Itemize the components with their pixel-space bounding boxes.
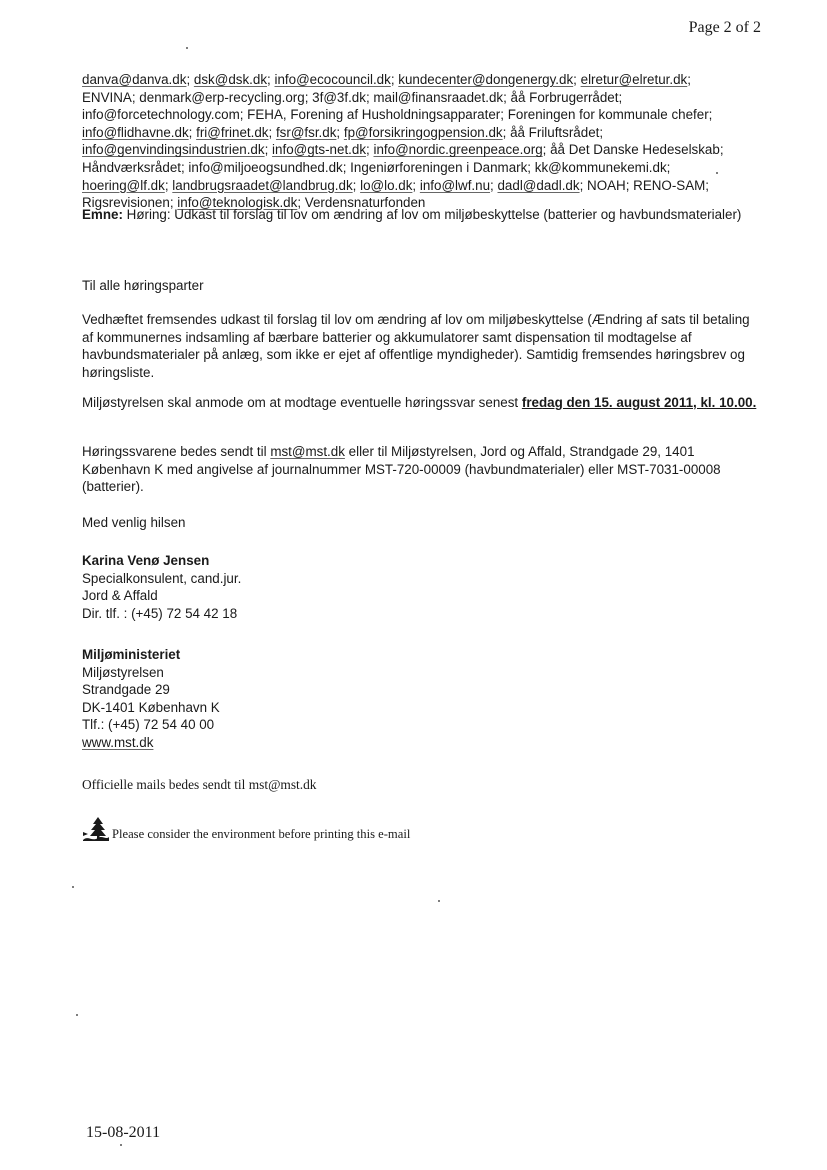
signature [82, 552, 772, 622]
recipient-line-8: Rigsrevisionen; info@teknologisk.dk; Verdensnaturfonden [82, 195, 426, 211]
email-subject [82, 206, 762, 224]
scan-speck [716, 172, 718, 174]
recipient-line-6: Håndværksrådet; info@miljoeogsundhed.dk; Ingeniørforeningen i Danmark; kk@kommunekemi.dk; [82, 159, 671, 175]
recipient-line-7: hoering@lf.dk; landbrugsraadet@landbrug.dk; lo@lo.dk; info@lwf.nu; dadl@dadl.dk; NOAH; RENO-SAM; [82, 177, 710, 193]
scan-speck [120, 1144, 122, 1146]
email-link[interactable]: landbrugsraadet@landbrug.dk [172, 177, 353, 193]
email-link[interactable]: info@teknologisk.dk [177, 195, 298, 211]
body-paragraph-1: Vedhæftet fremsendes udkast til forslag til lov om ændring af lov om miljøbeskyttelse (Ændring af sats til betaling af kommunernes indsamling af bærbare batterier og akkumulatorer samt dispensation til modtagelse af havbundsmaterialer på anlæg, som ikke er ejet af offentlige myndigheder). Samtidig fremsendes høringsbrev og høringsliste. [82, 312, 750, 380]
street-address: Strandgade 29 [82, 682, 170, 698]
subject-text: Høring: Udkast til forslag til lov om ændring af lov om miljøbeskyttelse (batterier og havbundsmaterialer) [122, 207, 742, 222]
official-mail-notice: Officielle mails bedes sendt til mst@mst.dk [82, 777, 317, 792]
body-paragraph-2: Miljøstyrelsen skal anmode om at modtage eventuelle høringssvar senest fredag den 15. august 2011, kl. 10.00. [82, 395, 757, 410]
email-link[interactable]: info@nordic.greenpeace.org [373, 142, 543, 158]
email-link[interactable]: fsr@fsr.dk [275, 124, 337, 140]
tree-icon [82, 816, 110, 842]
signature-title: Specialkonsulent, cand.jur. [82, 570, 242, 586]
greeting: Til alle høringsparter [82, 278, 204, 293]
email-link[interactable]: mst@mst.dk [270, 444, 345, 459]
scan-speck [186, 47, 188, 49]
page-number: Page 2 of 2 [688, 19, 761, 36]
closing: Med venlig hilsen [82, 515, 186, 530]
email-link[interactable]: danva@danva.dk [82, 72, 187, 87]
recipient-list [82, 71, 782, 212]
agency-name: Miljøstyrelsen [82, 664, 164, 680]
email-link[interactable]: elretur@elretur.dk [580, 72, 688, 87]
environment-text: Please consider the environment before printing this e-mail [112, 827, 411, 841]
recipient-line-2: ENVINA; denmark@erp-recycling.org; 3f@3f.dk; mail@finansraadet.dk; åå Forbrugerrådet; [82, 89, 623, 105]
email-link[interactable]: dsk@dsk.dk [193, 72, 268, 87]
email-link[interactable]: info@flidhavne.dk [82, 124, 189, 140]
scan-speck [76, 1014, 78, 1016]
deadline-text: fredag den 15. august 2011, kl. 10.00. [521, 395, 757, 410]
email-link[interactable]: dadl@dadl.dk [497, 177, 580, 193]
body-paragraph-3: Høringssvarene bedes sendt til mst@mst.dk eller til Miljøstyrelsen, Jord og Affald, Strandgade 29, 1401 København K med angivelse af journalnummer MST-720-00009 (havbundmaterialer) eller MST-7031-00008 (batterier). [82, 444, 721, 495]
email-link[interactable]: fri@frinet.dk [196, 124, 269, 140]
email-link[interactable]: lo@lo.dk [360, 177, 413, 193]
footer-date: 15-08-2011 [86, 1124, 161, 1141]
signature-department: Jord & Affald [82, 588, 158, 604]
email-link[interactable]: info@lwf.nu [419, 177, 491, 193]
city-address: DK-1401 København K [82, 699, 220, 715]
signature-name: Karina Venø Jensen [82, 553, 210, 568]
website-link[interactable]: www.mst.dk [82, 734, 154, 750]
email-link[interactable]: info@ecocouncil.dk [274, 72, 391, 87]
email-link[interactable]: info@genvindingsindustrien.dk [82, 142, 265, 158]
recipient-line-4: info@flidhavne.dk; fri@frinet.dk; fsr@fsr.dk; fp@forsikringogpension.dk; åå Friluftsrådet; [82, 124, 604, 140]
email-link[interactable]: hoering@lf.dk [82, 177, 165, 193]
email-link[interactable]: kundecenter@dongenergy.dk [398, 72, 574, 87]
ministry-name: Miljøministeriet [82, 647, 181, 662]
organization-block [82, 646, 772, 752]
recipient-line-3: info@forcetechnology.com; FEHA, Forening af Husholdningsapparater; Foreningen for kommunale chefer; [82, 107, 713, 123]
scan-speck [72, 886, 74, 888]
org-phone: Tlf.: (+45) 72 54 40 00 [82, 717, 215, 733]
scan-speck [438, 900, 440, 902]
recipient-line-5: info@genvindingsindustrien.dk; info@gts-net.dk; info@nordic.greenpeace.org; åå Det Danske Hedeselskab; [82, 142, 724, 158]
recipient-line-1: danva@danva.dk; dsk@dsk.dk; info@ecocouncil.dk; kundecenter@dongenergy.dk; elretur@elretur.dk; [82, 72, 691, 87]
subject-label: Emne: [82, 207, 123, 222]
email-link[interactable]: fp@forsikringogpension.dk [343, 124, 503, 140]
signature-phone: Dir. tlf. : (+45) 72 54 42 18 [82, 605, 238, 621]
environment-notice [82, 816, 410, 842]
email-link[interactable]: info@gts-net.dk [272, 142, 367, 158]
